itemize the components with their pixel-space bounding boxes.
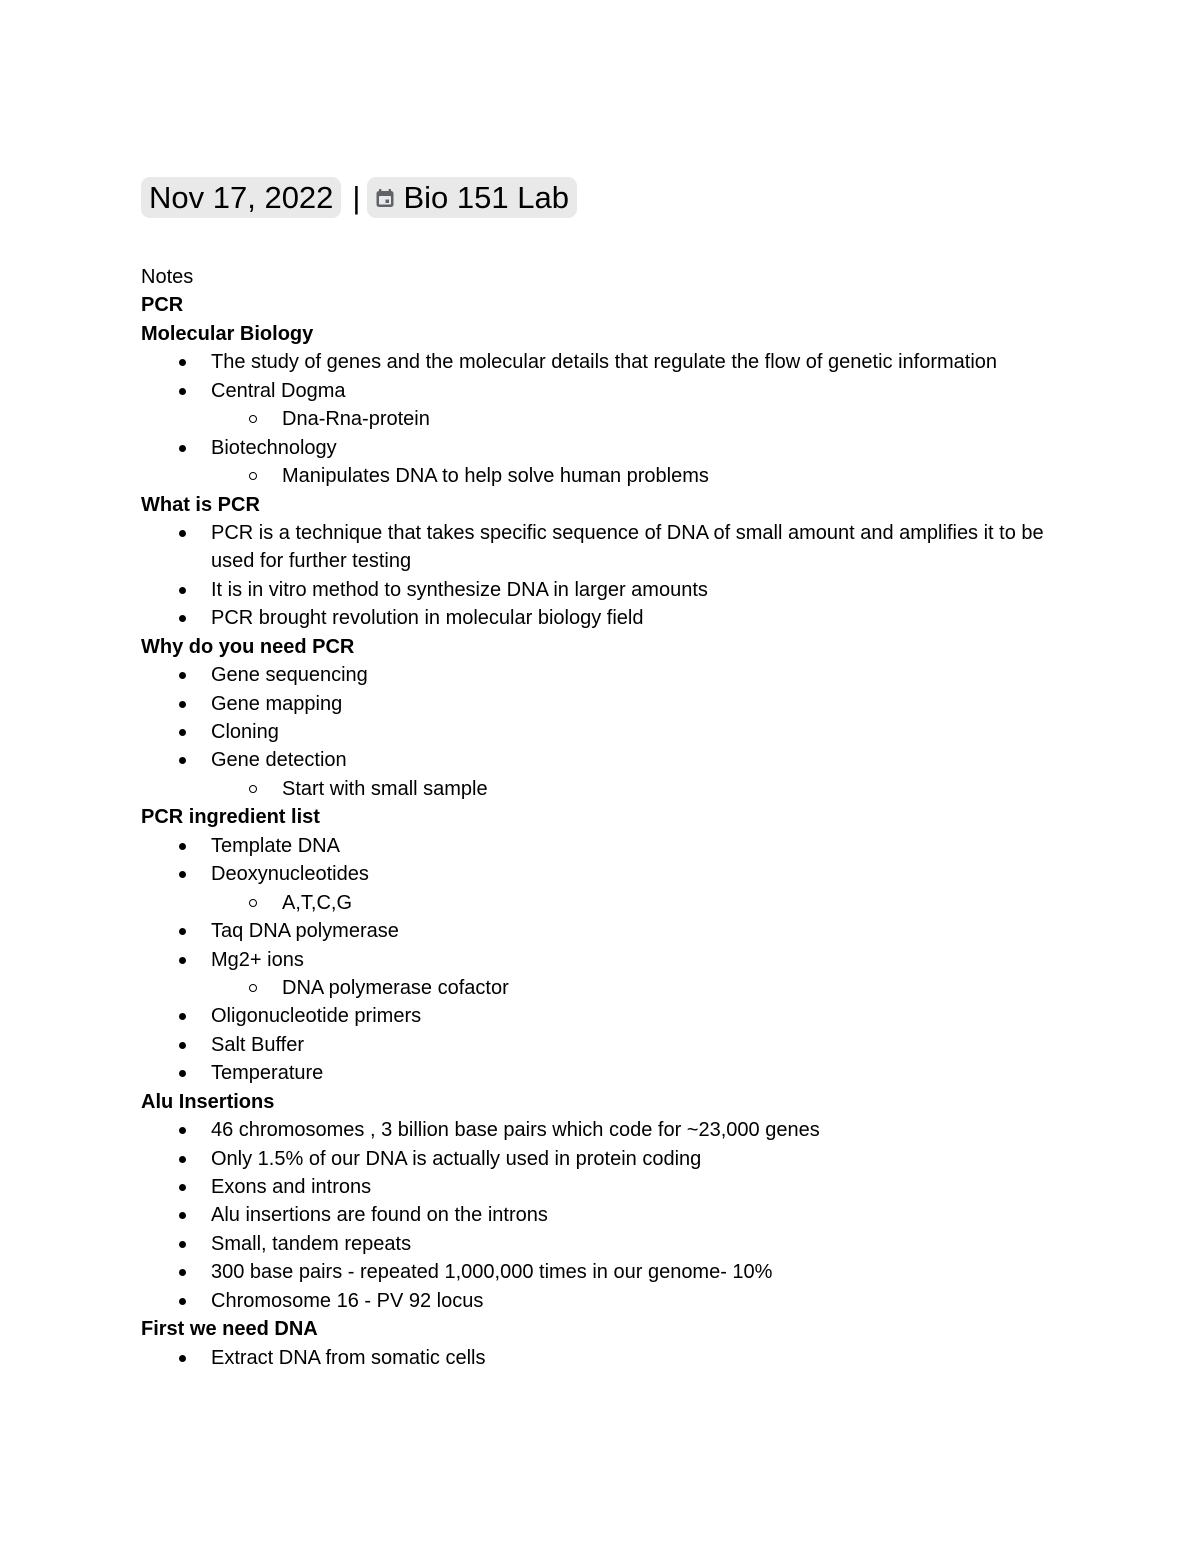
- list-item-text: Only 1.5% of our DNA is actually used in protein coding: [211, 1147, 702, 1170]
- bullet-icon: [179, 615, 186, 622]
- heading-what-is-pcr: What is PCR: [141, 493, 260, 516]
- bullet-icon: [179, 672, 186, 679]
- bullet-icon: [179, 1127, 186, 1134]
- list-item: [141, 348, 1071, 376]
- list-item: [141, 1002, 1071, 1030]
- list-item-text: Cloning: [211, 721, 279, 744]
- bullet-icon: [179, 928, 186, 935]
- list-item-text: PCR is a technique that takes specific sequence of DNA of small amount and amplifies it to be used for further testing: [211, 521, 1044, 573]
- list-item: [141, 690, 1071, 718]
- bullet-icon: [179, 957, 186, 964]
- sub-list-item: [141, 462, 1071, 490]
- list-item: [141, 1344, 1071, 1372]
- heading-alu-insertions: Alu Insertions: [141, 1090, 275, 1113]
- list-item: [141, 604, 1071, 632]
- list-item-text: Deoxynucleotides: [211, 863, 369, 886]
- bullet-icon: [179, 1156, 186, 1163]
- header-separator: |: [352, 180, 361, 215]
- list-item-text: Taq DNA polymerase: [211, 920, 399, 943]
- heading-why-need-pcr: Why do you need PCR: [141, 635, 355, 658]
- list-item: [141, 576, 1071, 604]
- list-item: [141, 661, 1071, 689]
- bullet-icon: [179, 729, 186, 736]
- note-body: [141, 263, 1071, 1372]
- sub-list-item-text: Manipulates DNA to help solve human problems: [282, 465, 709, 488]
- list-item: [141, 746, 1071, 774]
- bullet-icon: [179, 871, 186, 878]
- sub-list-item-text: Start with small sample: [282, 777, 488, 800]
- list-item: [141, 1258, 1071, 1286]
- list-item-text: Alu insertions are found on the introns: [211, 1204, 548, 1227]
- list-item-text: The study of genes and the molecular details that regulate the flow of genetic information: [211, 351, 998, 374]
- hollow-bullet-icon: [249, 984, 257, 992]
- list-item: [141, 718, 1071, 746]
- heading-first-need-dna: First we need DNA: [141, 1318, 318, 1341]
- sub-list-item: [141, 889, 1071, 917]
- hollow-bullet-icon: [249, 785, 257, 793]
- sub-list-item-text: A,T,C,G: [282, 891, 353, 914]
- list-item: [141, 434, 1071, 462]
- bullet-icon: [179, 1042, 186, 1049]
- bullet-icon: [179, 1269, 186, 1276]
- list-item-text: Biotechnology: [211, 436, 337, 459]
- bullet-icon: [179, 1298, 186, 1305]
- list-item-text: It is in vitro method to synthesize DNA in larger amounts: [211, 578, 708, 601]
- list-item: [141, 860, 1071, 888]
- list-item-text: Template DNA: [211, 834, 340, 857]
- bullet-icon: [179, 587, 186, 594]
- list-item: [141, 1201, 1071, 1229]
- list-item-text: 46 chromosomes , 3 billion base pairs which code for ~23,000 genes: [211, 1119, 820, 1142]
- sub-list-item: [141, 974, 1071, 1002]
- list-item: [141, 377, 1071, 405]
- list-item-text: Mg2+ ions: [211, 948, 304, 971]
- hollow-bullet-icon: [249, 472, 257, 480]
- calendar-icon: [375, 188, 395, 208]
- list-item-text: Exons and introns: [211, 1176, 372, 1199]
- date-text: Nov 17, 2022: [149, 180, 334, 215]
- bullet-icon: [179, 701, 186, 708]
- date-chip[interactable]: [141, 177, 341, 218]
- bullet-icon: [179, 1184, 186, 1191]
- bullet-icon: [179, 1241, 186, 1248]
- bullet-icon: [179, 1013, 186, 1020]
- list-item-text: Chromosome 16 - PV 92 locus: [211, 1289, 484, 1312]
- list-item: [141, 917, 1071, 945]
- list-item-text: Small, tandem repeats: [211, 1232, 412, 1255]
- list-item: [141, 1230, 1071, 1258]
- event-title: Bio 151 Lab: [403, 180, 569, 215]
- list-item: [141, 832, 1071, 860]
- sub-list-item-text: DNA polymerase cofactor: [282, 976, 509, 999]
- bullet-icon: [179, 1355, 186, 1362]
- bullet-icon: [179, 388, 186, 395]
- list-item-text: Gene detection: [211, 749, 347, 772]
- heading-pcr: PCR: [141, 294, 184, 317]
- list-item: [141, 519, 1071, 576]
- event-chip[interactable]: [367, 177, 576, 218]
- list-item-text: Gene mapping: [211, 692, 343, 715]
- sub-list-item: [141, 405, 1071, 433]
- bullet-icon: [179, 359, 186, 366]
- hollow-bullet-icon: [249, 899, 257, 907]
- list-item: [141, 1031, 1071, 1059]
- list-item-text: Salt Buffer: [211, 1033, 305, 1056]
- sub-list-item-text: Dna-Rna-protein: [282, 408, 430, 431]
- notes-label: Notes: [141, 266, 194, 288]
- heading-ingredient-list: PCR ingredient list: [141, 806, 320, 829]
- bullet-icon: [179, 530, 186, 537]
- bullet-icon: [179, 757, 186, 764]
- list-item: [141, 946, 1071, 974]
- list-item-text: Extract DNA from somatic cells: [211, 1346, 486, 1369]
- sub-list-item: [141, 775, 1071, 803]
- list-item-text: Temperature: [211, 1062, 324, 1085]
- list-item-text: Central Dogma: [211, 379, 346, 402]
- list-item: [141, 1059, 1071, 1087]
- list-item-text: Gene sequencing: [211, 664, 368, 687]
- list-item-text: 300 base pairs - repeated 1,000,000 times in our genome- 10%: [211, 1261, 773, 1284]
- list-item: [141, 1116, 1071, 1144]
- document-page: [141, 176, 1071, 1372]
- list-item: [141, 1173, 1071, 1201]
- bullet-icon: [179, 1212, 186, 1219]
- list-item-text: Oligonucleotide primers: [211, 1005, 422, 1028]
- bullet-icon: [179, 843, 186, 850]
- list-item: [141, 1145, 1071, 1173]
- note-header: [141, 176, 1071, 219]
- list-item: [141, 1287, 1071, 1315]
- heading-molecular-biology: Molecular Biology: [141, 322, 314, 345]
- bullet-icon: [179, 445, 186, 452]
- bullet-icon: [179, 1070, 186, 1077]
- list-item-text: PCR brought revolution in molecular biology field: [211, 607, 644, 630]
- hollow-bullet-icon: [249, 415, 257, 423]
